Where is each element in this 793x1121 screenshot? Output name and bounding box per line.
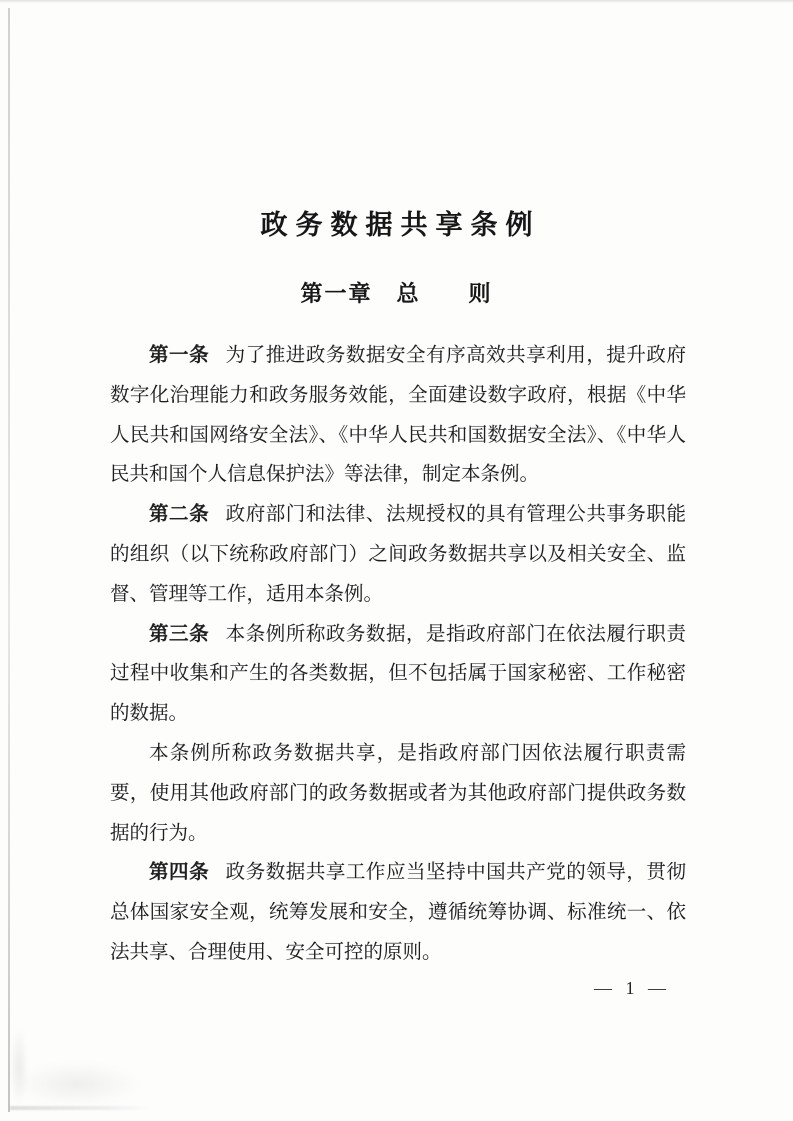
article-1-paragraph [110,336,686,495]
document-body [110,336,686,973]
document-title: 政务数据共享条例 [260,210,541,240]
article-2-text: 政府部门和法律、法规授权的具有管理公共事务职能的组织（以下统称政府部门）之间政务数据共享以及相关安全、监督、管理等工作，适用本条例。 [110,504,686,605]
article-2-label: 第二条 [149,504,210,526]
article-4-label: 第四条 [149,862,210,884]
scan-smudge-artifact [12,1062,142,1106]
scan-left-edge-line-artifact [8,8,10,1112]
article-2-paragraph [110,495,686,614]
article-3-text: 本条例所称政务数据，是指政府部门在依法履行职责过程中收集和产生的各类数据，但不包括属于国家秘密、工作秘密的数据。 [110,623,686,725]
chapter-heading: 第一章 总 则 [300,281,493,306]
article-4-paragraph [110,853,686,972]
article-4-text: 政务数据共享工作应当坚持中国共产党的领导，贯彻总体国家安全观，统筹发展和安全，遵循统筹协调、标准统一、依法共享、合理使用、安全可控的原则。 [110,862,686,963]
article-1-label: 第一条 [149,345,210,366]
article-3-label: 第三条 [149,623,210,645]
article-3-continuation-text: 本条例所称政务数据共享，是指政府部门因依法履行职责需要，使用其他政府部门的政务数据或者为其他政府部门提供政务数据的行为。 [110,742,686,844]
page-number: — 1 — [594,978,667,998]
article-1-text: 为了推进政务数据安全有序高效共享利用，提升政府数字化治理能力和政务服务效能，全面建设数字政府，根据《中华人民共和国网络安全法》、《中华人民共和国数据安全法》、《中华人民共和国个人信息保护法》等法律，制定本条例。 [110,345,686,486]
scan-smudge-artifact [10,1106,150,1110]
article-3-paragraph [110,615,686,734]
article-3-continuation-paragraph [110,734,686,853]
scan-top-edge-artifact [0,0,793,3]
